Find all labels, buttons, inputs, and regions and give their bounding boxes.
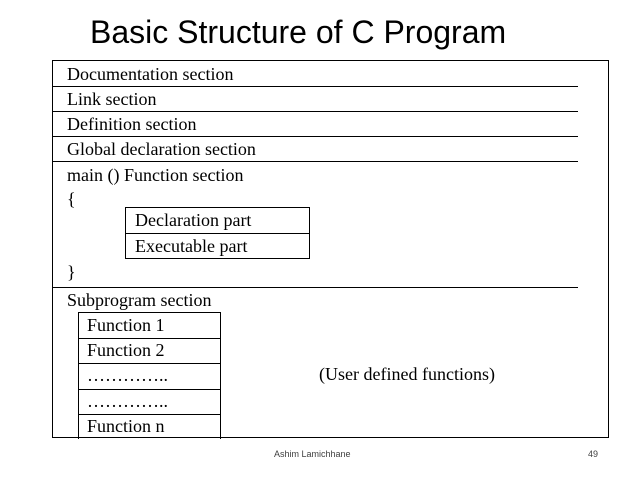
declaration-part-label: Declaration part — [135, 210, 252, 230]
section-divider — [53, 136, 578, 137]
main-parts-box — [125, 207, 310, 259]
user-defined-functions-note: (User defined functions) — [319, 364, 495, 384]
close-brace: } — [67, 262, 76, 282]
main-function-section-label: main () Function section — [67, 165, 244, 185]
page-number: 49 — [588, 449, 599, 459]
functions-box — [78, 312, 221, 439]
function-2-label: Function 2 — [87, 340, 165, 360]
function-ellipsis-label: ………….. — [87, 365, 168, 385]
function-n-label: Function n — [87, 416, 165, 436]
open-brace: { — [67, 189, 76, 209]
function-ellipsis-label: ………….. — [87, 391, 168, 411]
documentation-section-label: Documentation section — [67, 64, 234, 84]
program-structure-diagram — [52, 60, 609, 438]
link-section-label: Link section — [67, 89, 157, 109]
footer-author: Ashim Lamichhane — [274, 449, 351, 459]
slide-title: Basic Structure of C Program — [90, 14, 507, 50]
section-divider — [53, 111, 578, 112]
global-declaration-section-label: Global declaration section — [67, 139, 256, 159]
section-divider — [53, 161, 578, 162]
function-1-label: Function 1 — [87, 315, 165, 335]
section-divider — [53, 86, 578, 87]
subprogram-section-label: Subprogram section — [67, 290, 212, 310]
executable-part-label: Executable part — [135, 236, 248, 256]
definition-section-label: Definition section — [67, 114, 197, 134]
part-divider — [126, 233, 309, 234]
section-divider — [53, 287, 578, 288]
